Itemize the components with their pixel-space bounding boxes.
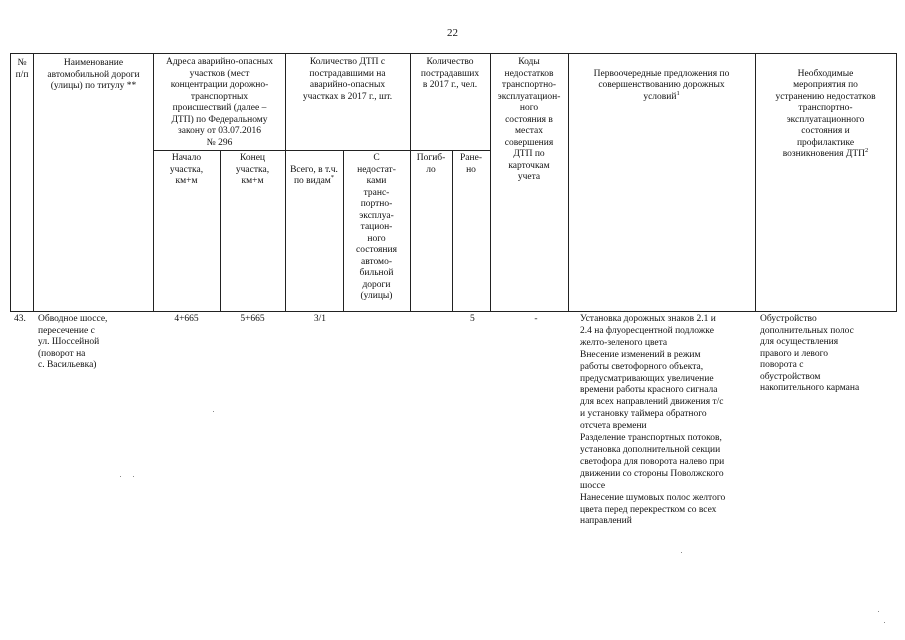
header-total (285, 153, 343, 188)
header-with-defects: С недостат- ками транс- портно- эксплуа- тацион- ного состояния автомо- бильной дороги (улицы) (356, 153, 397, 301)
col-border (10, 53, 11, 312)
header-total-sup: * (330, 173, 335, 181)
row-start: 4+665 (174, 314, 199, 324)
header-victims: Количество пострадавших в 2017 г., чел. (420, 57, 480, 90)
row-road: Обводное шоссе, пересечение с ул. Шоссейной (поворот на с. Васильевка) (38, 314, 108, 370)
header-dtp-count: Количество ДТП с пострадавшими на аварийно-опасных участках в 2017 г., шт. (302, 57, 393, 102)
header-num: № п/п (15, 58, 29, 80)
header-proposals (568, 57, 755, 103)
page-number: 22 (447, 27, 458, 39)
header-measures (755, 57, 896, 161)
col-border (896, 53, 897, 312)
row-injured: 5 (470, 314, 475, 324)
scan-speck (133, 476, 134, 477)
header-proposals-sup: 1 (676, 89, 680, 97)
table-top-border (10, 53, 897, 54)
header-addresses: Адреса аварийно-опасных участков (мест концентрации дорожно- транспортных происшествий (далее – ДТП) по Федеральному закону от 03.07.2016 № 296 (165, 57, 273, 148)
col-border (410, 53, 411, 312)
header-codes: Коды недостатков транспортно- эксплуатацион- ного состояния в местах совершения ДТП по карточкам учета (497, 57, 561, 182)
row-proposals: Установка дорожных знаков 2.1 и 2.4 на флуоресцентной подложке желто-зеленого цвета Внесение изменений в режим работы светофорного объекта, предусматривающих увеличение времени работы красного сигнала для всех направлений движения т/с и установку таймера обратного отсчета времени Разделение транспортных потоков, установка дополнительной секции светофора для поворота налево при движении со стороны Поволжского шоссе Нанесение шумовых полос желтого цвета перед перекрестком со всех направлений (580, 314, 726, 527)
row-end: 5+665 (240, 314, 265, 324)
row-codes: - (534, 314, 538, 324)
row-measures: Обустройство дополнительных полос для осуществления правого и левого поворота с обустройством накопительного кармана (760, 314, 860, 393)
row-num: 43. (14, 314, 26, 324)
scan-speck (120, 476, 121, 477)
table-header-bottom-border (10, 311, 897, 312)
header-injured: Ране- но (460, 153, 482, 175)
header-start: Начало участка, км+м (169, 153, 204, 186)
row-total: 3/1 (313, 314, 327, 324)
header-measures-sup: 2 (865, 146, 869, 154)
scan-speck (213, 411, 214, 412)
subheader-divider (153, 150, 410, 151)
scan-speck (884, 622, 885, 623)
subheader-divider-victims (410, 150, 490, 151)
header-killed: Погиб- ло (416, 153, 446, 175)
header-road-name: Наименование автомобильной дороги (улицы) по титулу ** (47, 58, 140, 91)
header-total-text: Всего, в т.ч. по видам (290, 164, 338, 186)
scan-speck (878, 611, 879, 612)
header-measures-text: Необходимые мероприятия по устранению недостатков транспортно- эксплуатационного состояния и профилактике возникновения ДТП (775, 68, 876, 159)
header-end: Конец участка, км+м (235, 153, 270, 186)
header-proposals-text: Первоочередные предложения по совершенствованию дорожных условий (593, 68, 730, 102)
scan-speck (681, 552, 682, 553)
